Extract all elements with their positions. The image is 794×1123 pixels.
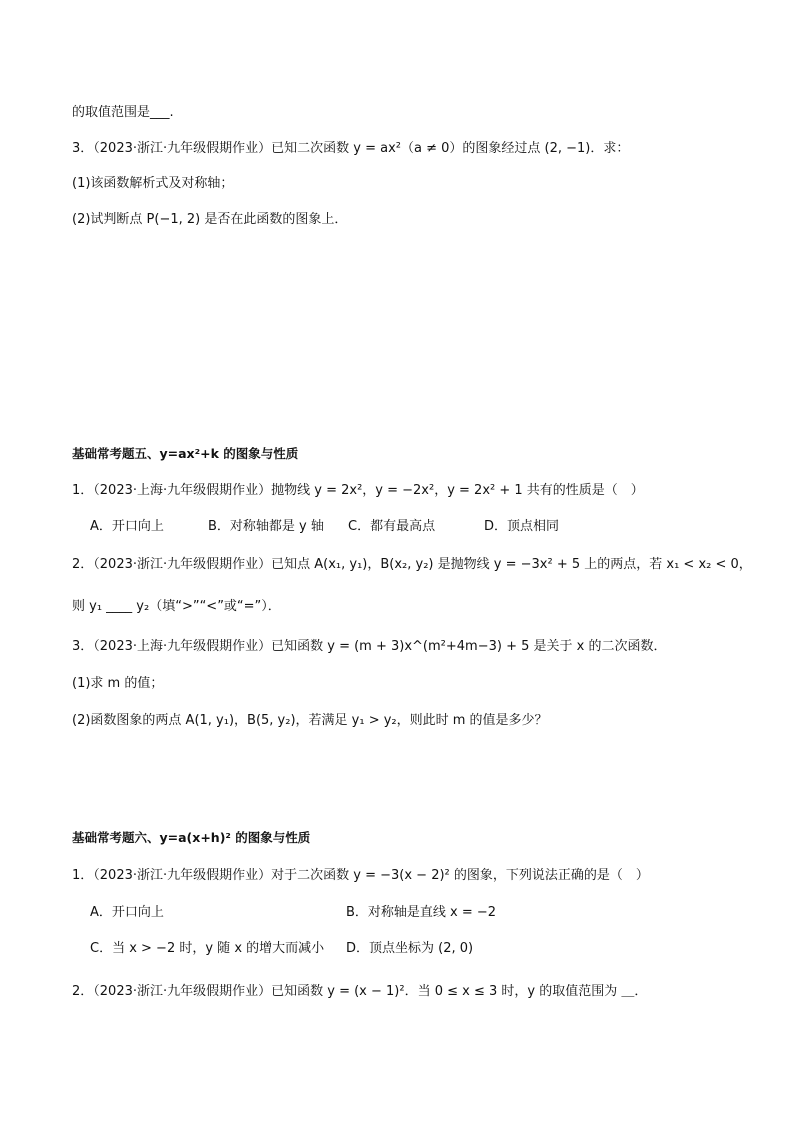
s5-question-2-line-1: 2．（2023·浙江·九年级假期作业）已知点 A(x₁, y₁)，B(x₂, y₂) 是抛物线 y = −3x² + 5 上的两点，若 x₁ < x₂ < 0， [72,557,752,572]
question-3-part-1: (1)该函数解析式及对称轴； [72,176,234,191]
option-c: C．当 x > −2 时，y 随 x 的增大而减小 [90,941,325,956]
option-a: A．开口向上 [90,905,164,920]
option-a: A．开口向上 [90,519,164,534]
option-c: C．都有最高点 [348,519,436,534]
option-b: B．对称轴都是 y 轴 [208,519,324,534]
s5-question-3-part-1: (1)求 m 的值； [72,676,164,691]
s5-question-3: 3．（2023·上海·九年级假期作业）已知函数 y = (m + 3)x^(m²+4m−3) + 5 是关于 x 的二次函数． [72,639,667,654]
s5-question-3-part-2: (2)函数图象的两点 A(1, y₁)，B(5, y₂)，若满足 y₁ > y₂，则此时 m 的值是多少？ [72,713,548,728]
question-3: 3．（2023·浙江·九年级假期作业）已知二次函数 y = ax²（a ≠ 0）的图象经过点 (2, −1)．求： [72,141,630,156]
s5-q1-options [90,518,754,536]
s6-question-1: 1．（2023·浙江·九年级假期作业）对于二次函数 y = −3(x − 2)² 的图象，下列说法正确的是（ ） [72,868,649,883]
option-d: D．顶点相同 [484,519,560,534]
question-3-part-2: (2)试判断点 P(−1, 2) 是否在此函数的图象上． [72,212,348,227]
s6-q1-options-row-1 [90,904,754,922]
s5-question-1: 1．（2023·上海·九年级假期作业）抛物线 y = 2x²，y = −2x²，y = 2x² + 1 共有的性质是（ ） [72,483,644,498]
s5-question-2-line-2: 则 y₁ ____ y₂（填“>”“<”或“=”）． [72,599,281,614]
s6-question-2: 2．（2023·浙江·九年级假期作业）已知函数 y = (x − 1)²．当 0 ≤ x ≤ 3 时，y 的取值范围为 ＿． [72,984,648,999]
option-b: B．对称轴是直线 x = −2 [346,905,497,920]
option-d: D．顶点坐标为 (2, 0) [346,941,474,956]
s6-q1-options-row-2 [90,940,754,958]
section-heading-5: 基础常考题五、y=ax²+k 的图象与性质 [72,446,299,461]
text-line: 的取值范围是___. [72,105,174,120]
section-heading-6: 基础常考题六、y=a(x+h)² 的图象与性质 [72,830,311,845]
